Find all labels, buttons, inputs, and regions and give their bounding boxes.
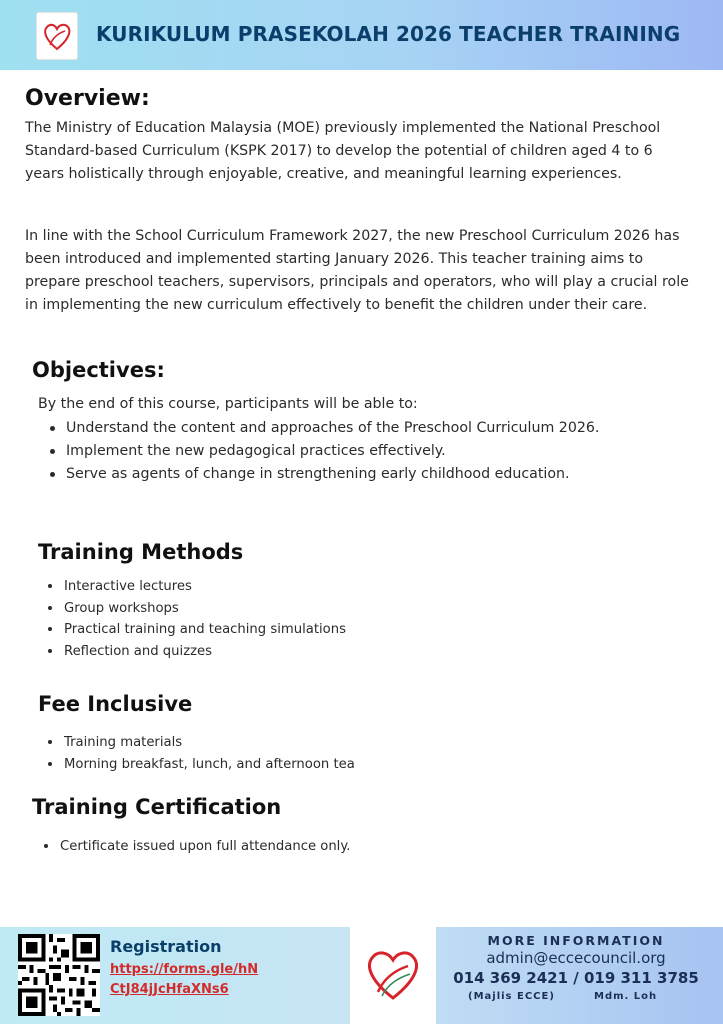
header-banner — [0, 0, 723, 70]
fee-inclusive-list — [36, 732, 636, 775]
list-item: Practical training and teaching simulations — [36, 619, 636, 641]
contact-organization: (Majlis ECCE) — [468, 991, 555, 1002]
qr-code[interactable] — [18, 934, 100, 1016]
registration-link[interactable]: https://forms.gle/hNCtJ84jJcHfaXNs6 — [110, 962, 259, 997]
list-item: Implement the new pedagogical practices effectively. — [38, 440, 678, 463]
overview-paragraph-2: In line with the School Curriculum Framework 2027, the new Preschool Curriculum 2026 has been introduced and implemented starting January 2026. This teacher training aims to prepare preschool teachers, supervisors, principals and operators, who will play a crucial role in implementing the new curriculum effectively to benefit the children under their care. — [25, 228, 689, 313]
list-item: Understand the content and approaches of the Preschool Curriculum 2026. — [38, 417, 678, 440]
objectives-list — [38, 417, 678, 486]
list-item: Certificate issued upon full attendance only. — [32, 836, 632, 858]
overview-heading: Overview: — [25, 86, 150, 111]
training-methods-list — [36, 576, 636, 662]
list-item: Serve as agents of change in strengthening early childhood education. — [38, 463, 678, 486]
list-item: Interactive lectures — [36, 576, 636, 598]
objectives-heading: Objectives: — [32, 358, 165, 382]
heart-ribbon-logo-icon — [41, 19, 73, 53]
footer-banner — [0, 927, 723, 1024]
footer-logo — [350, 927, 436, 1024]
contact-phones[interactable]: 014 369 2421 / 019 311 3785 — [453, 969, 699, 987]
overview-paragraph-1: The Ministry of Education Malaysia (MOE) previously implemented the National Preschool Standard-based Curriculum (KSPK 2017) to develop the potential of children aged 4 to 6 years holistically through enjoyable, creative, and meaningful learning experiences. — [25, 120, 661, 182]
list-item: Morning breakfast, lunch, and afternoon tea — [36, 754, 636, 776]
training-methods-heading: Training Methods — [38, 540, 244, 564]
qr-code-icon — [18, 934, 100, 1016]
contact-email[interactable]: admin@eccecouncil.org — [486, 949, 666, 967]
fee-inclusive-heading: Fee Inclusive — [38, 692, 193, 716]
contact-person: Mdm. Loh — [594, 991, 658, 1002]
certification-list — [32, 836, 632, 858]
certification-heading: Training Certification — [32, 795, 282, 819]
registration-label: Registration — [110, 937, 222, 956]
page-title: KURIKULUM PRASEKOLAH 2026 TEACHER TRAINING — [96, 22, 681, 46]
list-item: Reflection and quizzes — [36, 641, 636, 663]
logo — [36, 12, 78, 60]
list-item: Training materials — [36, 732, 636, 754]
heart-ribbon-logo-icon — [358, 936, 428, 1016]
more-information-heading: MORE INFORMATION — [487, 933, 665, 948]
list-item: Group workshops — [36, 598, 636, 620]
objectives-intro: By the end of this course, participants will be able to: — [38, 396, 418, 412]
